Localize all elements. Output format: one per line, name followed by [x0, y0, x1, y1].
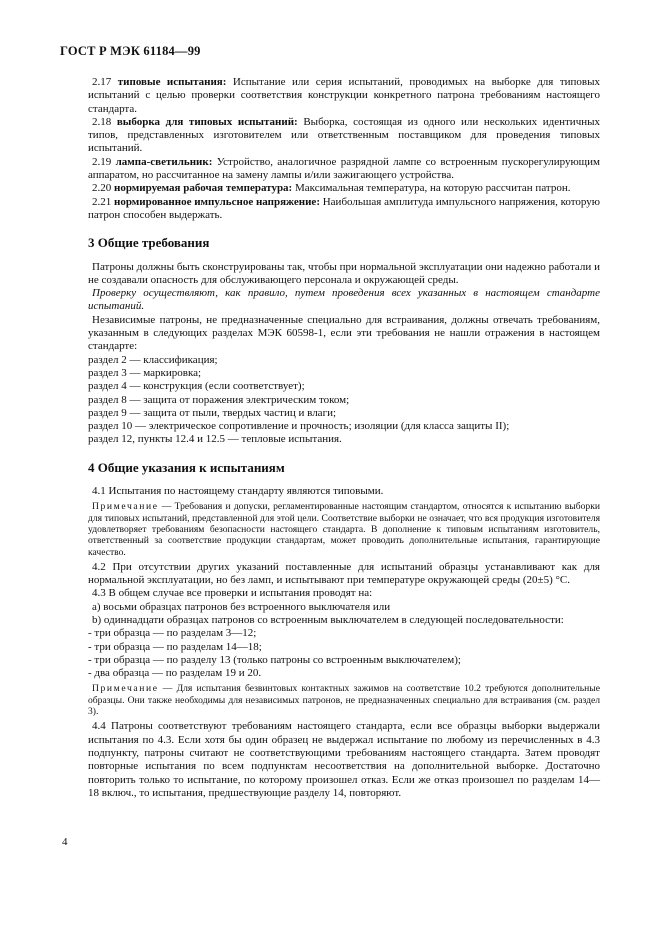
document-body	[88, 76, 600, 800]
list-item: раздел 3 — маркировка;	[88, 366, 202, 379]
clause-4-2: 4.2 При отсутствии других указаний поставленные для испытаний образцы устанавливают как для нормальной эксплуатации, но без ламп, и испытывают при температуре окружающей среды (20±5) °С.	[88, 560, 600, 587]
section-3-paragraph-1: Патроны должны быть сконструированы так, чтобы при нормальной эксплуатации они надежно работали и не создавали опасность для обслуживающего персонала и окружающей среды.	[88, 260, 600, 286]
list-item: - три образца — по разделам 3—12;	[88, 627, 257, 640]
list-item: раздел 4 — конструкция (если соответствует);	[88, 380, 305, 393]
page-number: 4	[62, 836, 68, 848]
clause-4-3-a: а) восьми образцах патронов без встроенного выключателя или	[92, 600, 391, 613]
definition-2-20: 2.20 нормируемая рабочая температура: Максимальная температура, на которую рассчитан патрон.	[92, 182, 571, 195]
clause-4-1: 4.1 Испытания по настоящему стандарту являются типовыми.	[92, 485, 384, 498]
list-item: раздел 10 — электрическое сопротивление и прочность; изоляции (для класса защиты II);	[88, 420, 510, 433]
section-3-heading: 3 Общие требования	[88, 235, 210, 251]
list-item: - два образца — по разделам 19 и 20.	[88, 667, 262, 680]
definition-2-19: 2.19 лампа-светильник: Устройство, аналогичное разрядной лампе со встроенным пускорегулирующим аппаратом, но рассчитанное на замену лампы и/или зажигающего устройства.	[88, 155, 601, 182]
list-item: раздел 2 — классификация;	[88, 353, 218, 366]
clause-4-3: 4.3 В общем случае все проверки и испытания проводят на:	[92, 587, 373, 600]
list-item: раздел 12, пункты 12.4 и 12.5 — тепловые испытания.	[88, 433, 342, 446]
list-item: раздел 9 — защита от пыли, твердых частиц и влаги;	[88, 406, 337, 419]
section-3-requirements-list	[88, 354, 600, 447]
clause-4-3-sample-list	[88, 627, 600, 680]
section-4-heading: 4 Общие указания к испытаниям	[88, 459, 285, 475]
list-item: - три образца — по разделу 13 (только патроны со встроенным выключателем);	[88, 653, 461, 666]
document-header: ГОСТ Р МЭК 61184—99	[60, 44, 201, 58]
definition-2-17: 2.17 типовые испытания: Испытание или серия испытаний, проводимых на выборке для типовых испытаний с целью проверки соответствия конструкции конкретного патрона требованиям настоящего стандарта.	[88, 76, 600, 115]
definition-2-18: 2.18 выборка для типовых испытаний: Выборка, состоящая из одного или нескольких идентичных типов, представленных изготовителем или ответственным поставщиком для проведения типовых испытаний.	[88, 115, 601, 155]
list-item: - три образца — по разделам 14—18;	[88, 640, 262, 653]
definition-2-21: 2.21 нормированное импульсное напряжение: Наибольшая амплитуда импульсного напряжения, которую патрон способен выдержать.	[88, 195, 601, 221]
section-3-paragraph-3: Независимые патроны, не предназначенные специально для встраивания, должны отвечать требованиям, указанным в следующих разделах МЭК 60598-1, если эти требования не нашли отражения в настоящем стандарте:	[88, 313, 600, 353]
section-3-verification-note: Проверку осуществляют, как правило, путем проведения всех указанных в настоящем стандарте испытаний.	[88, 287, 600, 313]
list-item: раздел 8 — защита от поражения электрическим током;	[88, 393, 350, 406]
clause-4-4: 4.4 Патроны соответствуют требованиям настоящего стандарта, если все образцы выборки выдержали испытания по 4.3. Если хотя бы один образец не выдержал испытание по любому из перечисленных в 4.3 подпункту, патроны считают не соответствующими требованиям настоящего стандарта. Затем проводят повторные испытания по всем подпунктам несоответствия на дополнительной выборке. Достаточно повторить только то испытание, по которому произошел отказ. Если же отказ произошел по разделам 14—18 включ., то испытания, предшествующие разделу 14, повторяют.	[88, 720, 600, 799]
note-2: Примечание — Для испытания безвинтовых контактных зажимов на соответствие 10.2 требуются дополнительные образцы. Они также необходимы для независимых патронов, не предназначенных специально для встраивания (см. раздел 3).	[88, 683, 600, 718]
note-1: Примечание — Требования и допуски, регламентированные настоящим стандартом, относятся к испытанию выборки для типовых испытаний, представленной для этой цели. Соответствие выборки не означает, что вся продукция изготовителя удовлетворяет требованиям безопасности настоящего стандарта. В дополнение к типовым испытаниям изготовитель, ответственный за соответствие продукции стандартам, может проводить дополнительные испытания, гарантирующие качество.	[88, 501, 600, 558]
clause-4-3-b: b) одиннадцати образцах патронов со встроенным выключателем в следующей последовательности:	[92, 613, 564, 626]
